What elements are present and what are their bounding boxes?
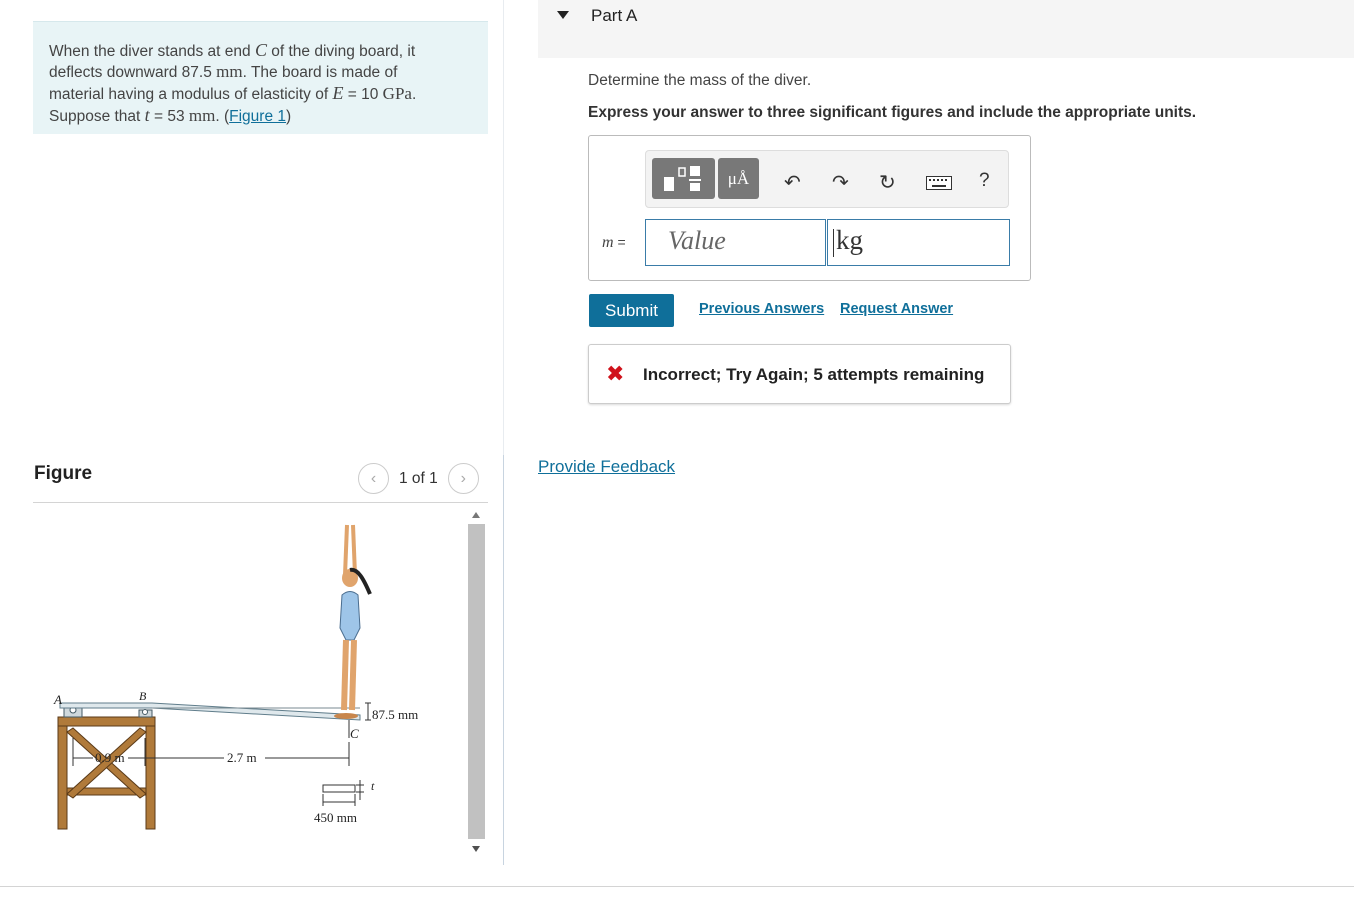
next-figure-button[interactable] xyxy=(448,463,479,494)
equals-sign: = xyxy=(613,234,626,250)
value-placeholder: Value xyxy=(668,226,726,255)
figure-image xyxy=(40,510,460,855)
problem-line-1 xyxy=(49,40,472,62)
column-divider xyxy=(503,0,504,455)
keyboard-icon[interactable] xyxy=(926,173,952,196)
problem-text: . The board is made of xyxy=(242,64,398,81)
problem-line-2 xyxy=(49,62,472,83)
scroll-down-icon[interactable] xyxy=(472,846,480,852)
problem-text: ) xyxy=(286,108,292,125)
previous-answers-link[interactable]: Previous Answers xyxy=(699,301,825,317)
collapse-triangle-icon[interactable] xyxy=(557,11,569,19)
submit-button[interactable]: Submit xyxy=(589,294,674,327)
provide-feedback-link[interactable]: Provide Feedback xyxy=(538,457,676,476)
unit-gpa: GPa xyxy=(382,84,412,103)
variable-label xyxy=(602,234,626,252)
span-bc-label: 2.7 m xyxy=(227,750,257,765)
stand-frame xyxy=(58,717,155,829)
variable-name: m xyxy=(602,234,614,251)
deflection-label: 87.5 mm xyxy=(372,707,419,722)
close-x-icon: ✖ xyxy=(606,361,625,386)
templates-icon xyxy=(652,158,715,199)
problem-text: . xyxy=(411,86,417,103)
undo-icon[interactable]: ↶ xyxy=(784,172,801,194)
unit-mm: mm xyxy=(216,62,243,81)
board-cross-section xyxy=(323,785,355,792)
problem-statement xyxy=(33,21,488,134)
instructions-text: Express your answer to three significant figures and include the appropriate units. xyxy=(588,104,1197,121)
problem-text: material having a modulus of elasticity of xyxy=(49,86,333,103)
help-icon[interactable]: ? xyxy=(979,170,990,191)
units-button[interactable] xyxy=(718,158,759,199)
problem-text: deflects downward 87.5 xyxy=(49,64,217,81)
figure-navigation xyxy=(358,463,479,494)
problem-text: When the diver stands at end xyxy=(49,43,255,60)
chevron-left-icon: ‹ xyxy=(370,469,377,487)
unit-mm: mm xyxy=(188,106,216,125)
figure-link[interactable]: Figure 1 xyxy=(229,108,287,125)
chevron-right-icon: › xyxy=(460,469,466,487)
scrollbar-thumb[interactable] xyxy=(468,524,485,839)
figure-divider xyxy=(33,502,488,503)
span-ab-label: 0.9 m xyxy=(95,750,125,765)
problem-text: . ( xyxy=(215,108,230,125)
point-b-label: B xyxy=(139,689,147,703)
support-b xyxy=(139,710,152,718)
figure-counter: 1 of 1 xyxy=(399,469,438,487)
width-label: 450 mm xyxy=(314,810,357,825)
problem-text: = 53 xyxy=(149,108,189,125)
diving-board-diagram xyxy=(40,510,460,855)
feedback-message: Incorrect; Try Again; 5 attempts remaining xyxy=(643,365,985,384)
variable-e: E xyxy=(332,83,344,103)
unit-input[interactable] xyxy=(827,219,1010,266)
reset-icon[interactable]: ↻ xyxy=(879,172,896,194)
request-answer-link[interactable]: Request Answer xyxy=(840,301,954,317)
problem-text: = 10 xyxy=(343,86,383,103)
units-icon: μÅ xyxy=(727,168,750,188)
part-label: Part A xyxy=(591,6,638,25)
column-divider xyxy=(503,455,504,865)
thickness-label: t xyxy=(371,779,375,793)
scroll-up-icon[interactable] xyxy=(472,512,480,518)
question-text: Determine the mass of the diver. xyxy=(588,72,812,89)
templates-button[interactable] xyxy=(652,158,715,199)
redo-icon[interactable]: ↷ xyxy=(832,172,849,194)
figure-scrollbar[interactable] xyxy=(468,508,485,858)
bottom-divider xyxy=(0,886,1354,887)
previous-figure-button[interactable] xyxy=(358,463,389,494)
value-input[interactable] xyxy=(645,219,826,266)
unit-value: kg xyxy=(836,225,863,255)
text-cursor xyxy=(833,229,834,257)
variable-t: t xyxy=(144,105,150,125)
problem-line-4 xyxy=(49,105,472,127)
problem-text: of the diving board, it xyxy=(266,43,416,60)
problem-line-3 xyxy=(49,83,472,105)
part-a-header[interactable] xyxy=(538,0,1354,58)
point-a-label: A xyxy=(54,692,62,707)
variable-c: C xyxy=(254,40,267,60)
point-c-label: C xyxy=(350,726,359,741)
answer-box xyxy=(588,135,1031,281)
problem-text: Suppose that xyxy=(49,108,145,125)
math-toolbar xyxy=(645,150,1009,208)
feedback-message-box xyxy=(588,344,1011,404)
diver-figure xyxy=(334,525,370,719)
figure-title: Figure xyxy=(34,463,93,484)
